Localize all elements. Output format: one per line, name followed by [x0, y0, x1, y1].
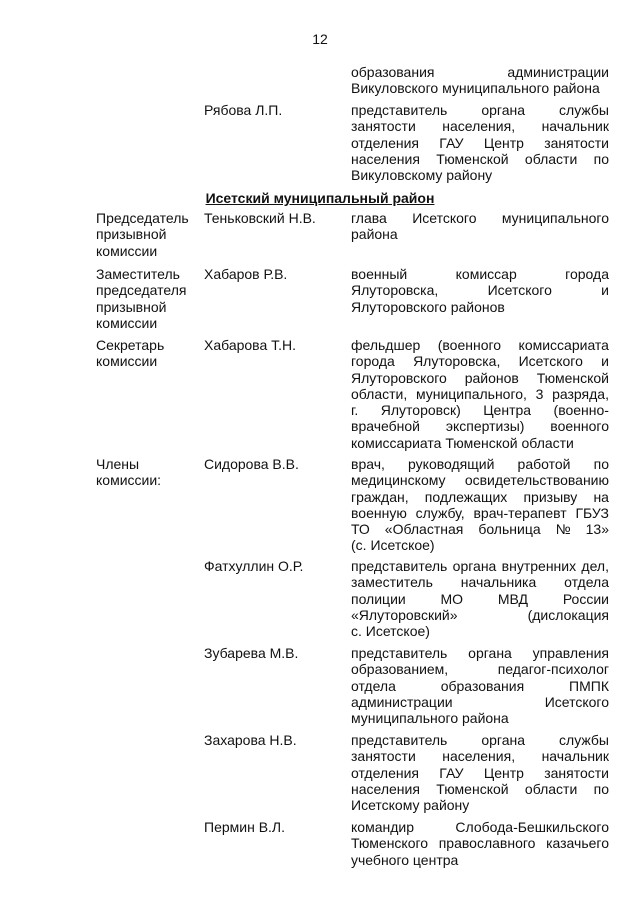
word: и	[601, 282, 609, 299]
description-line	[351, 151, 609, 167]
word: граждан,	[351, 488, 409, 505]
word: Исетского	[487, 282, 552, 299]
word: ТО	[351, 521, 370, 538]
description-line	[351, 472, 609, 488]
word: России	[562, 590, 609, 607]
word: населения,	[442, 748, 516, 765]
word: Центр	[483, 134, 524, 151]
continued-description	[351, 64, 609, 97]
word: врач-терапевт	[473, 504, 567, 521]
role-line: комиссии	[96, 314, 158, 331]
member-description	[351, 558, 609, 639]
role-line: комиссии:	[96, 472, 162, 489]
description-line	[351, 282, 609, 298]
word: занятости	[544, 134, 609, 151]
commission-role	[96, 210, 196, 259]
word: Тюменского	[351, 835, 429, 852]
commission-role	[96, 266, 196, 331]
word: начальник	[541, 748, 609, 765]
word: Центр	[483, 764, 524, 781]
word: Ялуторовск)	[380, 402, 461, 419]
word: отделения	[351, 764, 420, 781]
description-line	[351, 521, 609, 537]
member-description	[351, 266, 609, 315]
description-line	[351, 835, 609, 851]
role-line: призывной	[96, 226, 167, 243]
description-line	[351, 781, 609, 797]
word: освидетельствованию	[464, 472, 609, 489]
member-description	[351, 456, 609, 554]
word: занятости	[544, 764, 609, 781]
word: (дислокация	[527, 606, 609, 623]
word: работой	[517, 456, 571, 472]
word: службы	[559, 732, 609, 748]
word: области	[524, 150, 578, 167]
member-name: Хабарова Т.Н.	[204, 337, 297, 353]
description-line	[351, 694, 609, 710]
role-line: Члены	[96, 456, 140, 472]
word: экспертизы)	[445, 418, 525, 435]
commission-role	[96, 456, 196, 489]
word: православного	[438, 835, 536, 852]
role-line: комиссии	[96, 242, 158, 259]
member-name: Захарова Н.В.	[204, 732, 297, 748]
word: педагог-психолог	[497, 661, 609, 678]
description-line	[351, 337, 609, 353]
word: руководящий	[408, 456, 495, 472]
description-line	[351, 645, 609, 661]
word: врачебной	[351, 418, 420, 435]
word: Исетского	[518, 353, 583, 370]
description-line	[351, 489, 609, 505]
word: занятости	[351, 118, 416, 135]
word: начальника	[460, 574, 537, 591]
description-line	[351, 418, 609, 434]
word: военного	[550, 418, 609, 435]
word: заместитель	[351, 574, 433, 591]
description-line: района	[351, 226, 398, 243]
word: г.	[351, 402, 359, 419]
word: администрации	[351, 693, 453, 710]
section-title: Исетский муниципальный район	[205, 190, 435, 206]
member-name: Рябова Л.П.	[204, 102, 283, 118]
member-description	[351, 819, 609, 868]
word: по	[593, 456, 609, 472]
description-line	[351, 748, 609, 764]
word: военную	[351, 504, 407, 521]
description-line: (с. Исетское)	[351, 537, 435, 554]
description-line	[351, 118, 609, 134]
description-line: Викуловскому району	[351, 167, 493, 184]
description-line: учебного центра	[351, 851, 459, 868]
word: отделения	[351, 134, 420, 151]
word: представитель	[351, 645, 448, 661]
word: отдела	[351, 677, 396, 694]
word: органа	[481, 732, 526, 748]
word: внутренних	[501, 558, 577, 574]
word: разряда,	[552, 385, 609, 402]
member-description	[351, 337, 609, 451]
word: начальник	[541, 118, 609, 135]
word: муниципального,	[415, 385, 527, 402]
word: области	[524, 780, 578, 797]
word: районов	[464, 369, 519, 386]
member-name: Хабаров Р.В.	[204, 266, 288, 282]
word: дел,	[581, 558, 609, 574]
word: отдела	[564, 574, 609, 591]
word: Центра	[483, 402, 532, 419]
word: Тюменской	[436, 780, 509, 797]
word: казачьего	[546, 835, 609, 852]
word: города	[351, 353, 395, 370]
member-name: Пермин В.Л.	[204, 819, 286, 835]
word: службу,	[415, 504, 465, 521]
word: Ялуторовска,	[351, 282, 439, 299]
word: Ялуторовска,	[413, 353, 501, 370]
description-line	[351, 732, 609, 748]
member-description	[351, 732, 609, 813]
word: населения,	[442, 118, 516, 135]
word: подлежащих	[424, 488, 508, 505]
description-line	[351, 370, 609, 386]
word: Исетского	[544, 693, 609, 710]
word: представитель	[351, 558, 448, 574]
role-line: Секретарь	[96, 337, 165, 353]
word: Исетского	[412, 210, 477, 226]
word: на	[593, 488, 609, 505]
role-line: призывной	[96, 298, 167, 315]
description-line	[351, 574, 609, 590]
word: ГБУЗ	[575, 504, 609, 521]
description-line	[351, 135, 609, 151]
word: №	[555, 521, 571, 538]
description-line: Викуловского муниципального района	[351, 80, 600, 97]
word: муниципального	[501, 210, 609, 226]
word: военный	[351, 266, 408, 282]
word: по	[593, 150, 609, 167]
word: Тюменской	[536, 369, 609, 386]
description-line	[351, 353, 609, 369]
word: образования	[351, 64, 435, 80]
word: администрации	[507, 64, 609, 80]
word: Тюменской	[436, 150, 509, 167]
description-line	[351, 102, 609, 118]
word: органа	[452, 558, 497, 574]
word: занятости	[351, 748, 416, 765]
word: области,	[351, 385, 408, 402]
word: комиссар	[455, 266, 517, 282]
word: населения	[351, 780, 420, 797]
page-number: 12	[312, 31, 328, 47]
word: населения	[351, 150, 420, 167]
description-line: Исетскому району	[351, 797, 470, 814]
description-line	[351, 819, 609, 835]
word: представитель	[351, 732, 448, 748]
word: (военного	[437, 337, 502, 353]
role-line: Заместитель	[96, 266, 180, 282]
word: больница	[478, 521, 541, 538]
description-line	[351, 607, 609, 623]
description-line	[351, 558, 609, 574]
member-name: Теньковский Н.В.	[204, 210, 316, 226]
word: органа	[481, 102, 526, 118]
word: органа	[468, 645, 512, 661]
word: образования	[440, 677, 525, 694]
word: комиссариата	[518, 337, 609, 353]
member-description	[351, 645, 609, 726]
word: 13»	[585, 521, 609, 538]
description-line	[351, 661, 609, 677]
word: глава	[351, 210, 387, 226]
description-line: с. Исетское)	[351, 623, 430, 640]
description-line	[351, 591, 609, 607]
word: управления	[532, 645, 609, 661]
word: «Ялуторовский»	[351, 606, 458, 623]
word: «Областная	[384, 521, 464, 538]
word: призыву	[523, 488, 578, 505]
word: фельдшер	[351, 337, 421, 353]
description-line	[351, 210, 609, 226]
word: МВД	[497, 590, 529, 607]
member-name: Зубарева М.В.	[204, 645, 299, 661]
word: 3	[535, 385, 544, 402]
role-line: комиссии	[96, 353, 158, 370]
description-line	[351, 386, 609, 402]
word: врач,	[351, 456, 385, 472]
word: службы	[559, 102, 609, 118]
word: (военно-	[553, 402, 609, 419]
word: по	[593, 780, 609, 797]
word: города	[565, 266, 609, 282]
commission-role	[96, 337, 196, 370]
word: полиции	[351, 590, 406, 607]
word: медицинскому	[351, 472, 446, 489]
member-description	[351, 210, 609, 243]
description-line	[351, 456, 609, 472]
description-line	[351, 64, 609, 80]
word: представитель	[351, 102, 448, 118]
role-line: председателя	[96, 282, 187, 299]
word: ГАУ	[439, 764, 464, 781]
description-line	[351, 678, 609, 694]
word: Ялуторовского	[351, 369, 447, 386]
word: МО	[440, 590, 464, 607]
description-line: муниципального района	[351, 710, 509, 727]
description-line: Ялуторовского районов	[351, 298, 505, 315]
role-line: Председатель	[96, 210, 189, 226]
description-line	[351, 505, 609, 521]
member-name: Сидорова В.В.	[204, 456, 299, 472]
description-line: комиссариата Тюменской области	[351, 434, 574, 451]
word: образованием,	[351, 661, 449, 678]
word: командир	[351, 819, 414, 835]
word: и	[601, 353, 609, 370]
member-name: Фатхуллин О.Р.	[204, 558, 304, 574]
description-line	[351, 402, 609, 418]
description-line	[351, 266, 609, 282]
description-line	[351, 765, 609, 781]
word: ГАУ	[439, 134, 464, 151]
word: ПМПК	[569, 677, 609, 694]
word: Слобода-Бешкильского	[455, 819, 609, 835]
member-description	[351, 102, 609, 183]
